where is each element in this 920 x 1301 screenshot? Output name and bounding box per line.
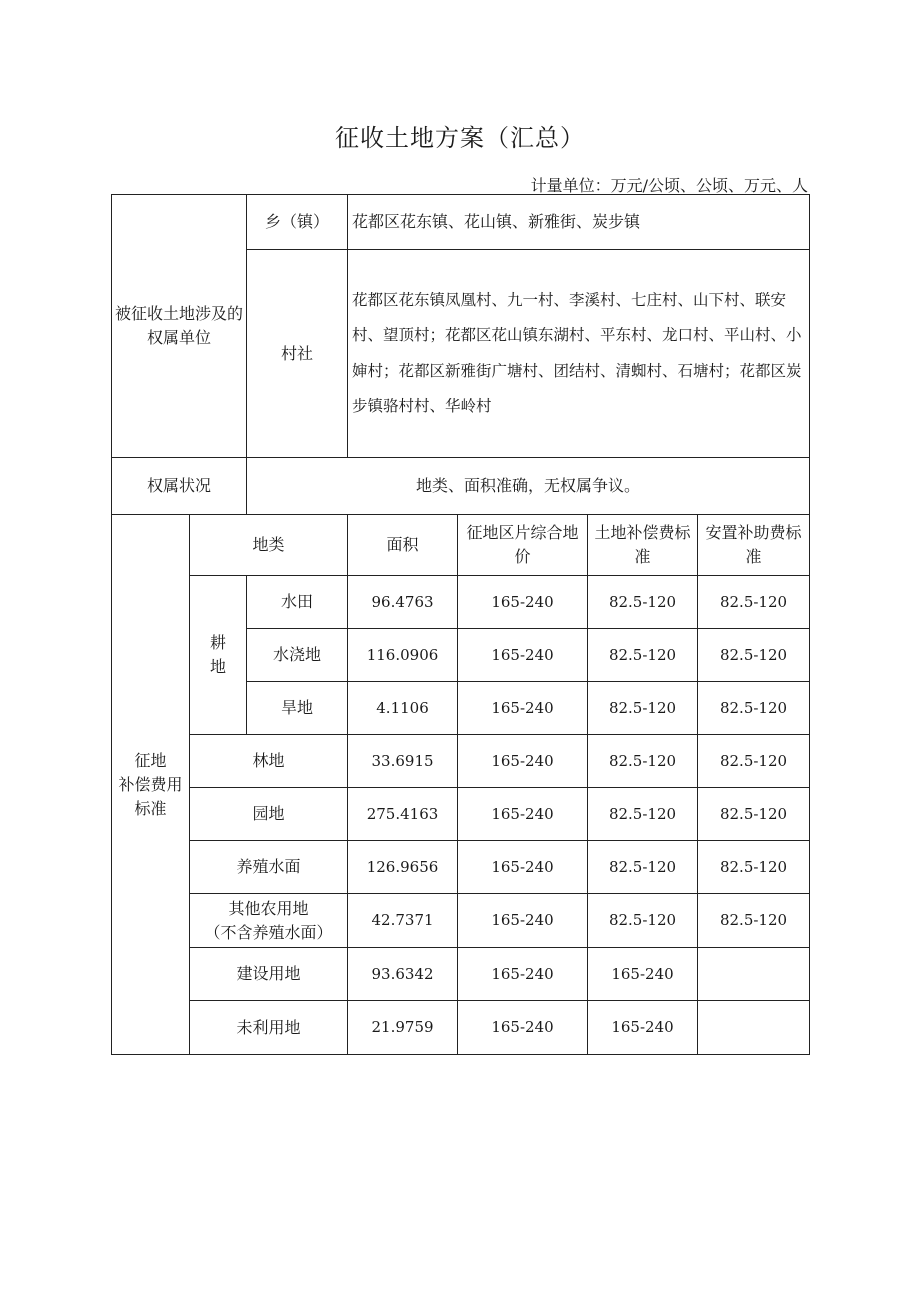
- town-value: 花都区花东镇、花山镇、新雅街、炭步镇: [348, 195, 810, 250]
- resettlement-cell: 82.5-120: [698, 735, 810, 788]
- ownership-units-label: 被征收土地涉及的权属单位: [112, 195, 247, 458]
- compensation-label-line-3: 标准: [134, 798, 167, 818]
- table-row: [112, 841, 810, 894]
- price-cell: 165-240: [458, 1001, 588, 1055]
- resettlement-cell: 82.5-120: [698, 576, 810, 629]
- land-compensation-cell: 82.5-120: [588, 894, 698, 948]
- land-compensation-cell: 165-240: [588, 948, 698, 1001]
- land-type-cell: 水田: [247, 576, 348, 629]
- resettlement-cell: 82.5-120: [698, 894, 810, 948]
- area-cell: 116.0906: [348, 629, 458, 682]
- price-cell: 165-240: [458, 948, 588, 1001]
- ownership-status-label: 权属状况: [112, 458, 247, 515]
- town-label: 乡（镇）: [247, 195, 348, 250]
- compensation-label-line-1: 征地: [134, 750, 167, 770]
- land-compensation-cell: 82.5-120: [588, 629, 698, 682]
- area-cell: 21.9759: [348, 1001, 458, 1055]
- price-cell: 165-240: [458, 682, 588, 735]
- land-type-cell: 养殖水面: [190, 841, 348, 894]
- land-compensation-cell: 165-240: [588, 1001, 698, 1055]
- compensation-header-row: [112, 515, 810, 576]
- resettlement-cell: 82.5-120: [698, 841, 810, 894]
- compensation-label-line-2: 补偿费用: [118, 774, 183, 794]
- land-type-cell: 旱地: [247, 682, 348, 735]
- resettlement-cell: 82.5-120: [698, 682, 810, 735]
- table-row: [112, 948, 810, 1001]
- land-type-cell: 林地: [190, 735, 348, 788]
- area-cell: 93.6342: [348, 948, 458, 1001]
- measurement-unit-note: 计量单位：万元/公顷、公顷、万元、人: [530, 176, 808, 195]
- price-cell: 165-240: [458, 841, 588, 894]
- land-type-cell: 水浇地: [247, 629, 348, 682]
- document-title: 征收土地方案（汇总）: [335, 124, 585, 152]
- table-row: [112, 788, 810, 841]
- resettlement-cell: 82.5-120: [698, 788, 810, 841]
- land-type-cell: 其他农用地 （不含养殖水面）: [190, 894, 348, 948]
- header-land-type: 地类: [190, 515, 348, 576]
- area-cell: 4.1106: [348, 682, 458, 735]
- area-cell: 42.7371: [348, 894, 458, 948]
- area-cell: 96.4763: [348, 576, 458, 629]
- area-cell: 275.4163: [348, 788, 458, 841]
- resettlement-cell: [698, 948, 810, 1001]
- compensation-section-label: [112, 515, 190, 1055]
- resettlement-cell: 82.5-120: [698, 629, 810, 682]
- table-row: [112, 576, 810, 629]
- status-row: [112, 458, 810, 515]
- header-resettlement: 安置补助费标准: [698, 515, 810, 576]
- town-row: [112, 195, 810, 250]
- area-cell: 126.9656: [348, 841, 458, 894]
- land-compensation-cell: 82.5-120: [588, 841, 698, 894]
- price-cell: 165-240: [458, 894, 588, 948]
- land-compensation-cell: 82.5-120: [588, 682, 698, 735]
- price-cell: 165-240: [458, 576, 588, 629]
- land-compensation-cell: 82.5-120: [588, 735, 698, 788]
- table-row: [112, 735, 810, 788]
- land-compensation-cell: 82.5-120: [588, 788, 698, 841]
- land-type-cell: 未利用地: [190, 1001, 348, 1055]
- village-value: 花都区花东镇凤凰村、九一村、李溪村、七庄村、山下村、联安村、望顶村；花都区花山镇东湖村、平东村、龙口村、平山村、小婶村；花都区新雅街广塘村、团结村、清蜘村、石塘村；花都区炭步镇骆村村、华岭村: [348, 250, 810, 458]
- header-land-compensation: 土地补偿费标准: [588, 515, 698, 576]
- price-cell: 165-240: [458, 735, 588, 788]
- land-expropriation-table: [111, 194, 810, 1055]
- farmland-group-label: 耕 地: [190, 576, 247, 735]
- resettlement-cell: [698, 1001, 810, 1055]
- ownership-status-value: 地类、面积准确，无权属争议。: [247, 458, 810, 515]
- land-type-cell: 建设用地: [190, 948, 348, 1001]
- land-type-cell: 园地: [190, 788, 348, 841]
- table-row: [112, 894, 810, 948]
- village-label: 村社: [247, 250, 348, 458]
- price-cell: 165-240: [458, 629, 588, 682]
- area-cell: 33.6915: [348, 735, 458, 788]
- header-price: 征地区片综合地价: [458, 515, 588, 576]
- land-compensation-cell: 82.5-120: [588, 576, 698, 629]
- price-cell: 165-240: [458, 788, 588, 841]
- table-row: [112, 1001, 810, 1055]
- header-area: 面积: [348, 515, 458, 576]
